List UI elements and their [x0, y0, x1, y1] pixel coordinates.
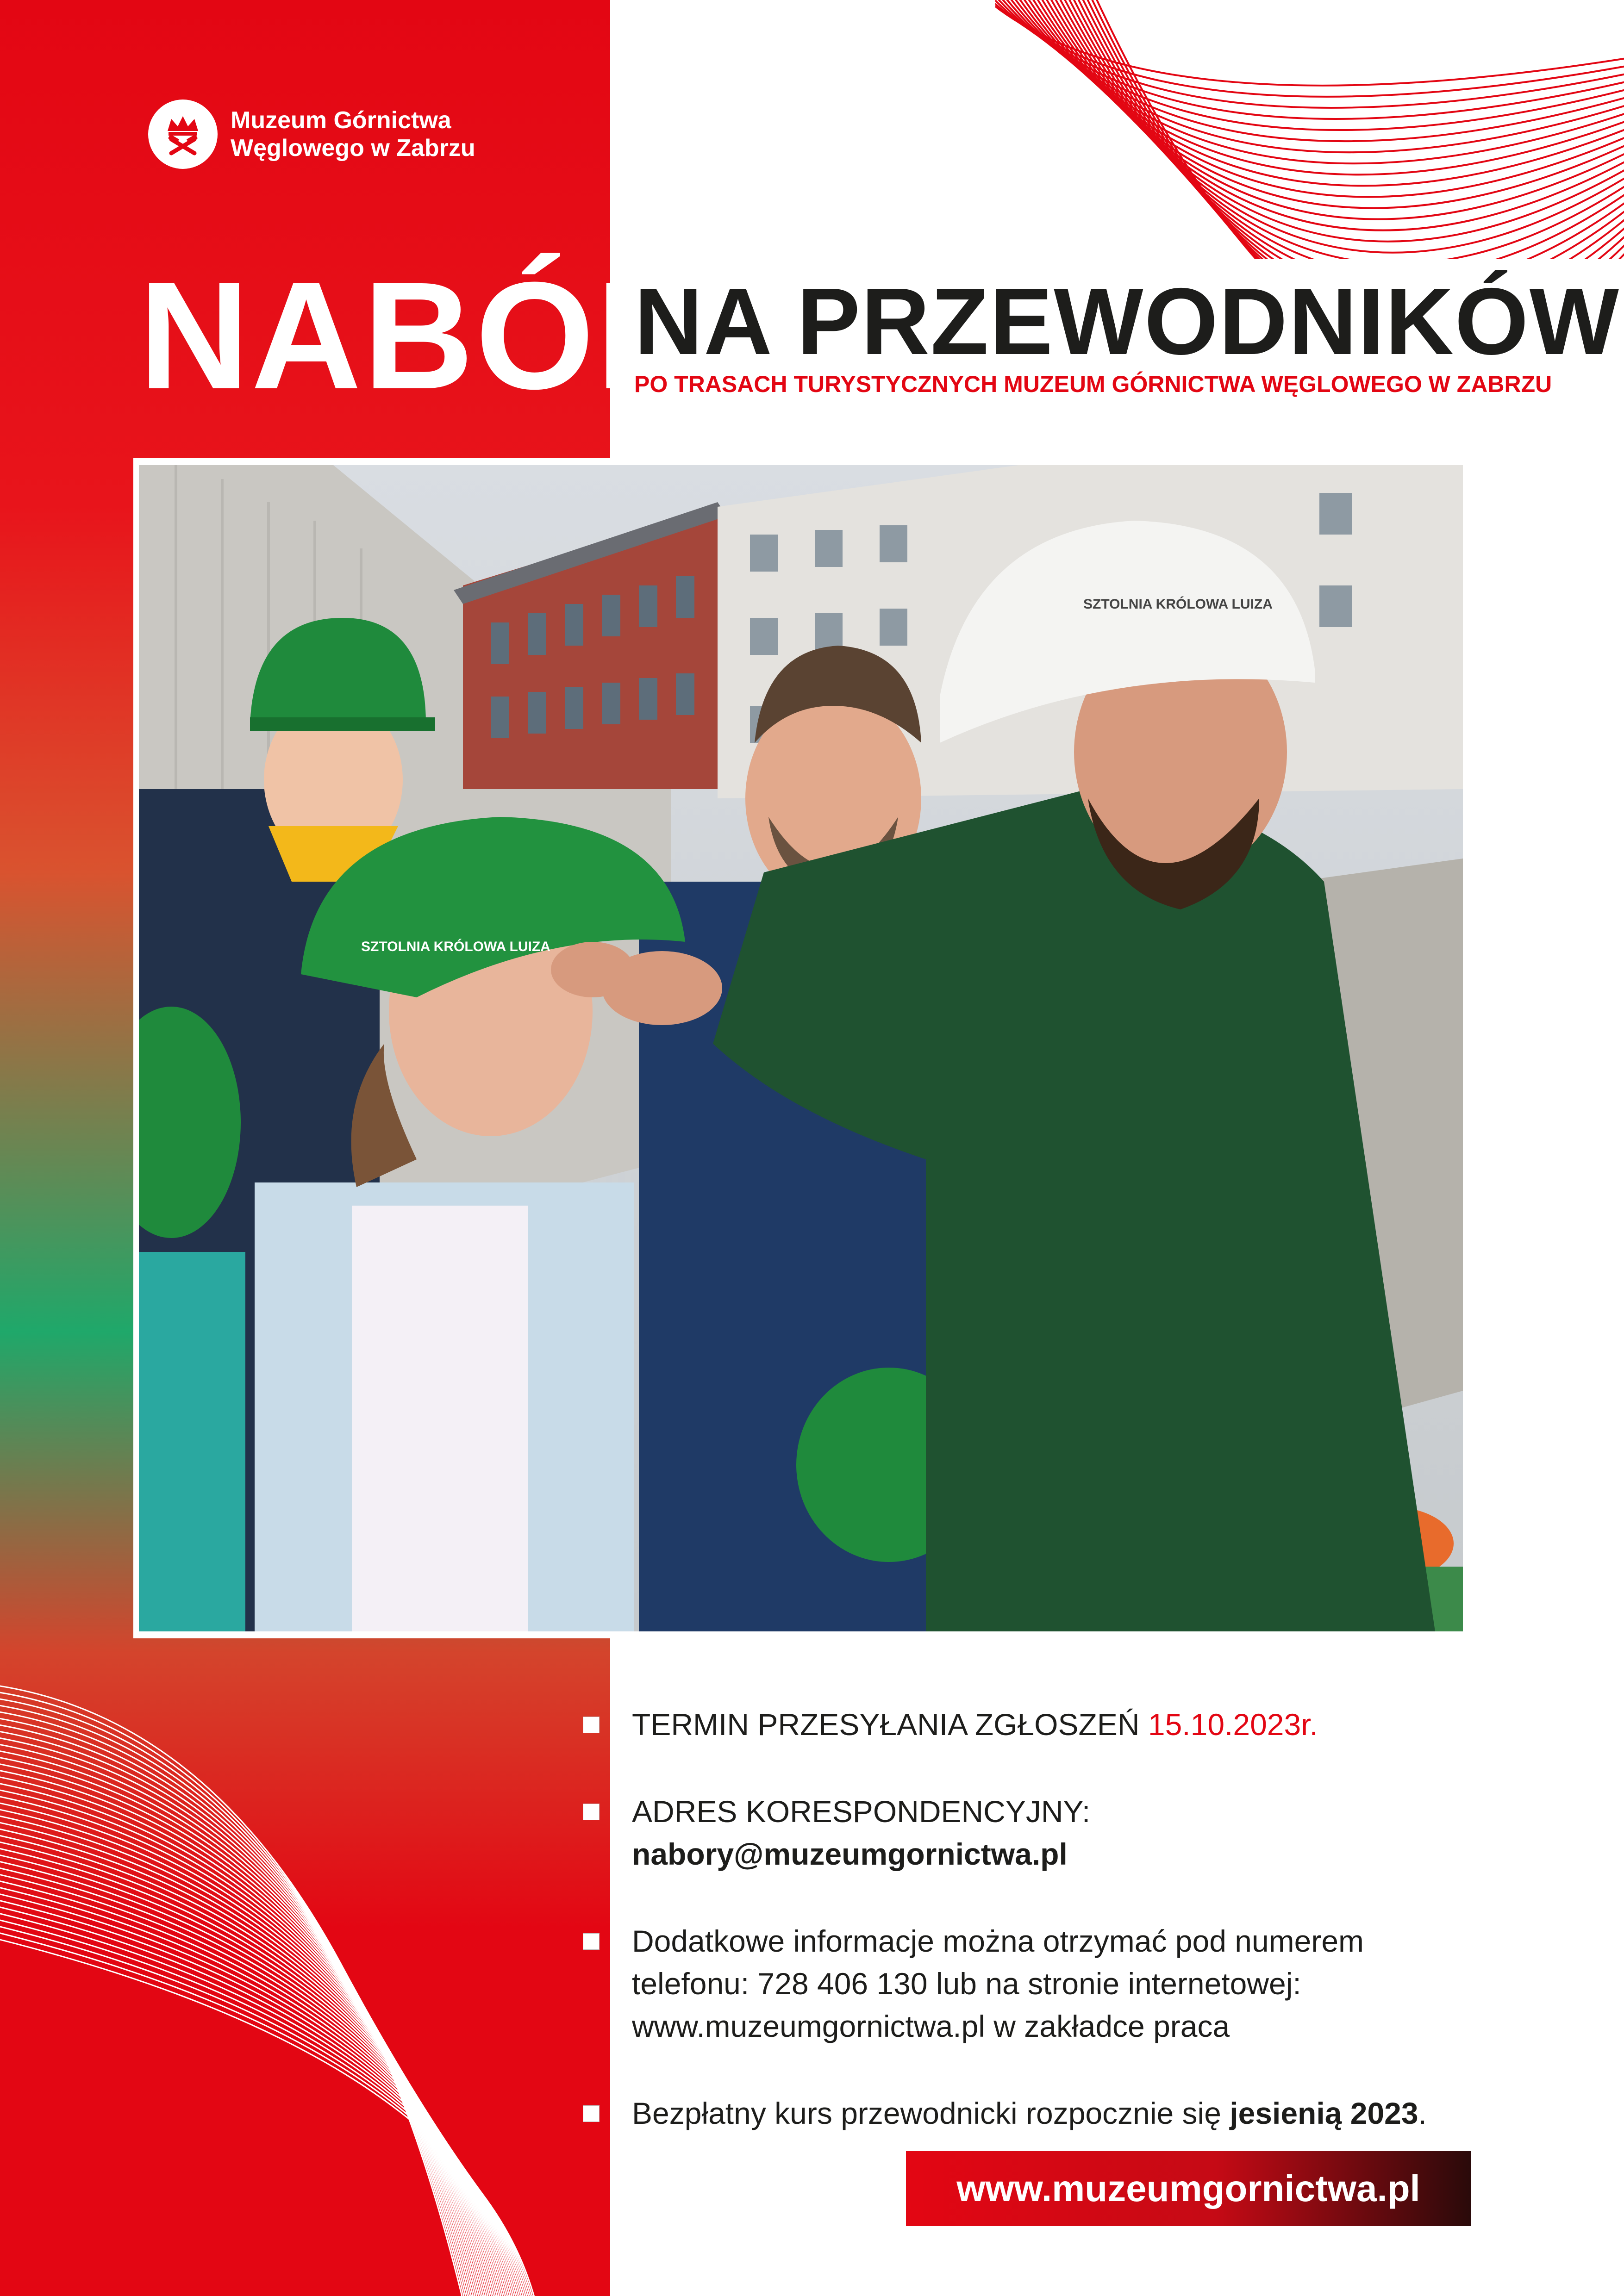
bottom-left-arcs-decoration — [0, 1685, 610, 2296]
info-address — [583, 1790, 1509, 1875]
green-helmet-label: SZTOLNIA KRÓLOWA LUIZA — [361, 939, 550, 954]
bullet-square — [583, 1934, 599, 1949]
contact-line-3[interactable]: www.muzeumgornictwa.pl w zakładce praca — [632, 2009, 1230, 2043]
museum-name — [231, 106, 475, 162]
white-helmet-label: SZTOLNIA KRÓLOWA LUIZA — [1083, 597, 1273, 612]
top-right-arcs-decoration — [995, 0, 1624, 259]
address-label: ADRES KORESPONDENCYJNY: — [632, 1794, 1091, 1829]
deadline-value: 15.10.2023r. — [1148, 1707, 1318, 1742]
course-time: jesienią 2023 — [1230, 2096, 1418, 2130]
info-deadline — [583, 1703, 1509, 1746]
bullet-square — [583, 1717, 599, 1733]
bullet-square — [583, 1804, 599, 1820]
heading-subtitle: PO TRASACH TURYSTYCZNYCH MUZEUM GÓRNICTWA WĘGLOWEGO W ZABRZU — [634, 371, 1552, 397]
museum-logo[interactable] — [148, 100, 475, 169]
guides-photo — [139, 465, 1463, 1631]
crown-hammer-icon — [148, 100, 218, 169]
heading-title: NA PRZEWODNIKÓW — [634, 268, 1620, 374]
museum-name-line2: Węglowego w Zabrzu — [231, 135, 475, 162]
course-text: Bezpłatny kurs przewodnicki rozpocznie się — [632, 2096, 1230, 2130]
heading-nabor: NABÓR — [139, 250, 708, 421]
deadline-label: TERMIN PRZESYŁANIA ZGŁOSZEŃ — [632, 1707, 1148, 1742]
bullet-square — [583, 2106, 599, 2122]
info-contact — [583, 1920, 1509, 2047]
course-end: . — [1418, 2096, 1427, 2130]
museum-name-line1: Muzeum Górnictwa — [231, 107, 451, 134]
info-course — [583, 2092, 1509, 2134]
info-list — [583, 1703, 1509, 2179]
contact-line-1: Dodatkowe informacje można otrzymać pod numerem — [632, 1924, 1364, 1958]
website-url-button[interactable]: www.muzeumgornictwa.pl — [906, 2151, 1471, 2226]
address-email-link[interactable]: nabory@muzeumgornictwa.pl — [632, 1837, 1068, 1871]
contact-line-2: telefonu: 728 406 130 lub na stronie internetowej: — [632, 1966, 1301, 2001]
